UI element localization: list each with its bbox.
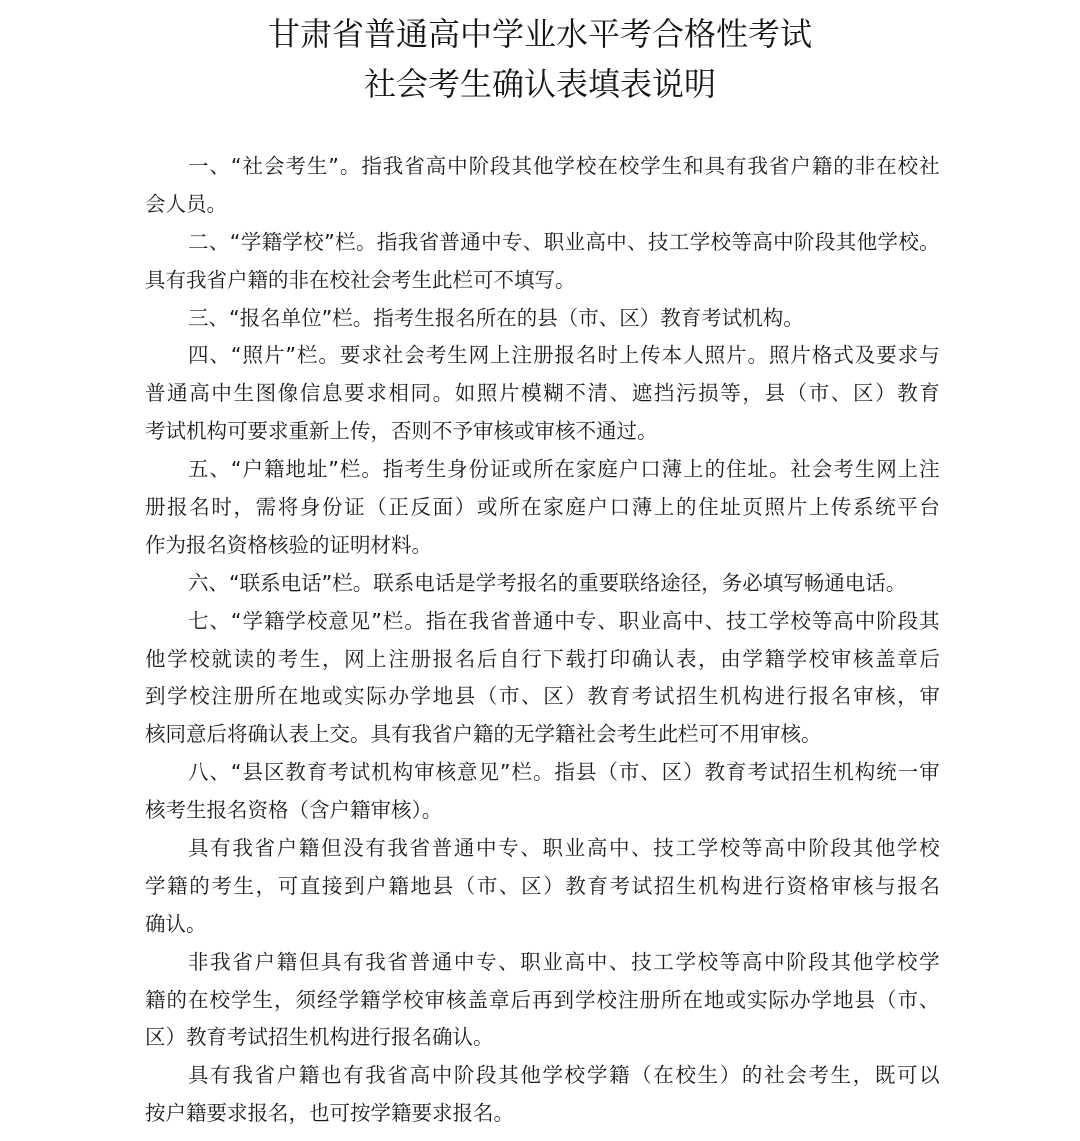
document-title: 甘肃省普通高中学业水平考合格性考试 <box>267 15 812 53</box>
paragraph-line: 具 有 我 省 户 籍 但 没 有 我 省 普 通 中 专 、 职 业 高 中 、 技 工 学 校 等 高 中 阶 段 其 他 学 校 <box>188 836 940 861</box>
paragraph-line: 册 报 名 时 ， 需 将 身 份 证 （ 正 反 面 ） 或 所 在 家 庭 户 口 薄 上 的 住 址 页 照 片 上 传 系 统 平 台 <box>145 495 940 520</box>
paragraph-line: 七 、 “ 学 籍 学 校 意 见 ” 栏 。 指 在 我 省 普 通 中 专 、 职 业 高 中 、 技 工 学 校 等 高 中 阶 段 其 <box>188 608 940 633</box>
paragraph-line: 六、“联系电话”栏。联系电话是学考报名的重要联络途径，务必填写畅通电话。 <box>188 570 907 595</box>
paragraph <box>145 451 940 565</box>
paragraph <box>145 300 940 338</box>
paragraph-line: 籍 的 在 校 学 生 ， 须 经 学 籍 学 校 审 核 盖 章 后 再 到 学 校 注 册 所 在 地 或 实 际 办 学 地 县 （ 市 、 <box>145 987 940 1012</box>
paragraph-line: 学 籍 的 考 生 ， 可 直 接 到 户 籍 地 县 （ 市 、 区 ） 教 育 考 试 招 生 机 构 进 行 资 格 审 核 与 报 名 <box>145 873 940 898</box>
paragraph-line: 核同意后将确认表上交。具有我省户籍的无学籍社会考生此栏可不用审核。 <box>145 722 822 747</box>
paragraph-line: 到 学 校 注 册 所 在 地 或 实 际 办 学 地 县 （ 市 、 区 ） 教 育 考 试 招 生 机 构 进 行 报 名 审 核 ， 审 <box>145 684 940 709</box>
paragraph <box>145 1057 940 1133</box>
paragraph <box>145 830 940 944</box>
paragraph <box>145 565 940 603</box>
paragraph-line: 普 通 高 中 生 图 像 信 息 要 求 相 同 。 如 照 片 模 糊 不 清 、 遮 挡 污 损 等 ， 县 （ 市 、 区 ） 教 育 <box>145 381 940 406</box>
document-body <box>145 148 940 1133</box>
paragraph <box>145 754 940 830</box>
paragraph-line: 五 、 “ 户 籍 地 址 ” 栏 。 指 考 生 身 份 证 或 所 在 家 庭 户 口 薄 上 的 住 址 。 社 会 考 生 网 上 注 <box>188 457 940 482</box>
paragraph <box>145 944 940 1058</box>
paragraph-line: 核考生报名资格（含户籍审核）。 <box>145 798 443 823</box>
paragraph-line: 一 、 “ 社 会 考 生 ” 。 指 我 省 高 中 阶 段 其 他 学 校 在 校 学 生 和 具 有 我 省 户 籍 的 非 在 校 社 <box>188 154 940 178</box>
paragraph-line: 具 有 我 省 户 籍 也 有 我 省 高 中 阶 段 其 他 学 校 学 籍 （ 在 校 生 ） 的 社 会 考 生 ， 既 可 以 <box>188 1063 940 1088</box>
paragraph-line: 会人员。 <box>145 191 227 216</box>
paragraph-line: 按户籍要求报名，也可按学籍要求报名。 <box>145 1101 514 1126</box>
paragraph-line: 他 学 校 就 读 的 考 生 ， 网 上 注 册 报 名 后 自 行 下 载 打 印 确 认 表 ， 由 学 籍 学 校 审 核 盖 章 后 <box>145 646 940 671</box>
paragraph-line: 非 我 省 户 籍 但 具 有 我 省 普 通 中 专 、 职 业 高 中 、 技 工 学 校 等 高 中 阶 段 其 他 学 校 学 <box>188 949 940 974</box>
paragraph-line: 三、“报名单位”栏。指考生报名所在的县（市、区）教育考试机构。 <box>188 305 804 330</box>
paragraph <box>145 337 940 451</box>
paragraph <box>145 224 940 300</box>
paragraph-line: 二 、 “ 学 籍 学 校 ” 栏 。 指 我 省 普 通 中 专 、 职 业 高 中 、 技 工 学 校 等 高 中 阶 段 其 他 学 校 。 <box>188 229 940 254</box>
paragraph-line: 作为报名资格核验的证明材料。 <box>145 532 432 557</box>
paragraph <box>145 603 940 755</box>
paragraph-line: 考试机构可要求重新上传，否则不予审核或审核不通过。 <box>145 419 658 444</box>
paragraph-line: 四 、 “ 照 片 ” 栏 。 要 求 社 会 考 生 网 上 注 册 报 名 时 上 传 本 人 照 片 。 照 片 格 式 及 要 求 与 <box>188 343 940 368</box>
paragraph-line: 具有我省户籍的非在校社会考生此栏可不填写。 <box>145 267 576 292</box>
document-subtitle: 社会考生确认表填表说明 <box>363 65 716 103</box>
paragraph-line: 确认。 <box>145 911 207 936</box>
paragraph-line: 区）教育考试招生机构进行报名确认。 <box>145 1025 494 1050</box>
paragraph <box>145 148 940 224</box>
paragraph-line: 八 、 “ 县 区 教 育 考 试 机 构 审 核 意 见 ” 栏 。 指 县 （ 市 、 区 ） 教 育 考 试 招 生 机 构 统 一 审 <box>188 760 940 785</box>
